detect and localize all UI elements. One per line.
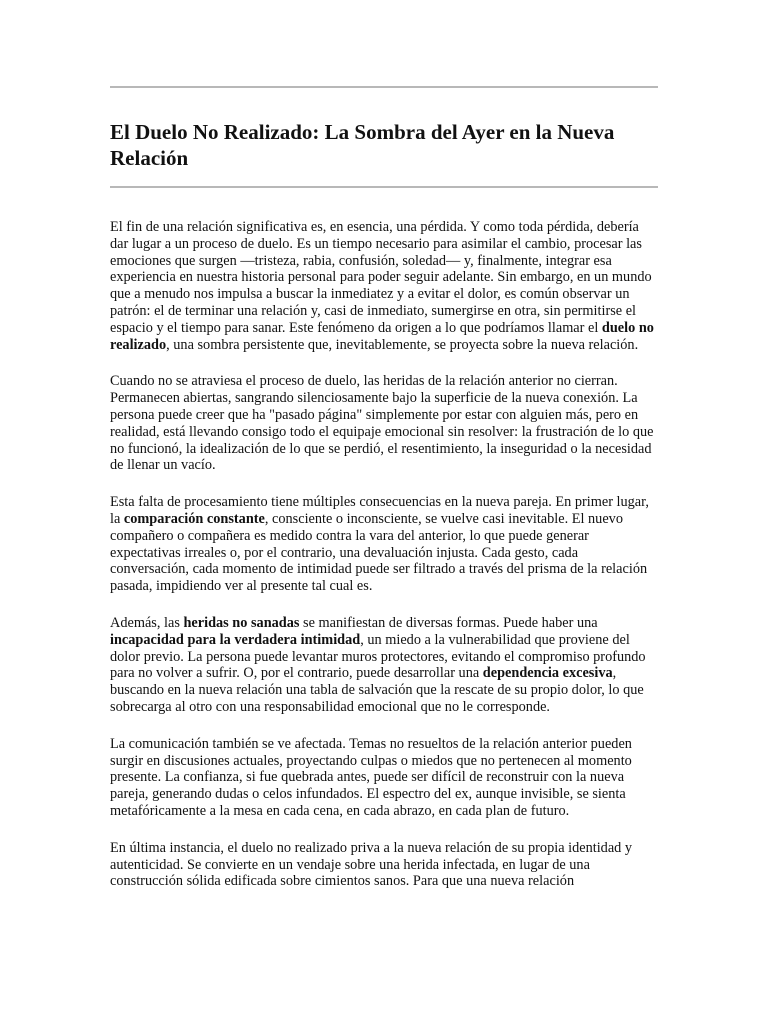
bold-phrase: incapacidad para la verdadera intimidad: [110, 631, 361, 648]
text-run: Cuando no se atraviesa el proceso de duelo, las heridas de la relación anterior no cierran. Permanecen abiertas, sangrando silenciosamente bajo la superficie de la nueva conexión. La persona puede creer que ha "pasado página" simplemente por estar con alguien más, pero en realidad, está llevando consigo todo el equipaje emocional sin resolver: la frustración de lo que no funcionó, la idealización de lo que se perdió, el resentimiento, la inseguridad o la necesidad de llenar un vacío.: [110, 373, 654, 474]
text-run: , una sombra persistente que, inevitablemente, se proyecta sobre la nueva relación.: [166, 336, 639, 353]
article-paragraph: [110, 840, 658, 890]
text-run: En última instancia, el duelo no realizado priva a la nueva relación de su propia identidad y autenticidad. Se convierte en un vendaje sobre una herida infectada, en lugar de una construcción sólida edificada sobre cimientos sanos. Para que una nueva relación: [110, 839, 633, 890]
bold-phrase: dependencia excesiva: [482, 665, 613, 682]
text-run: Además, las: [110, 614, 184, 631]
text-run: La comunicación también se ve afectada. Temas no resueltos de la relación anterior pueden surgir en discusiones actuales, proyectando culpas o miedos que no pertenecen al momento presente. La confianza, si fue quebrada antes, puede ser difícil de reconstruir con la nueva pareja, generando dudas o celos infundados. El espectro del ex, aunque invisible, se sienta metafóricamente a la mesa en cada cena, en cada abrazo, en cada plan de futuro.: [110, 735, 632, 819]
top-divider: [110, 86, 658, 88]
text-run: , un miedo a la vulnerabilidad que proviene del dolor previo. La persona puede levantar muros protectores, evitando el compromiso profundo para no volver a sufrir. O, por el contrario, puede desarrollar una: [110, 631, 646, 682]
text-run: , consciente o inconsciente, se vuelve casi inevitable. El nuevo compañero o compañera es medido contra la vara del anterior, lo que puede generar expectativas irreales o, por el contrario, una devaluación injusta. Cada gesto, cada conversación, cada momento de intimidad puede ser filtrado a través del prisma de la relación pasada, impidiendo ver al presente tal cual es.: [110, 510, 648, 595]
article-paragraph: [110, 736, 658, 820]
article-body: [110, 219, 658, 910]
bold-phrase: duelo no realizado: [110, 319, 654, 353]
bold-phrase: comparación constante: [123, 510, 265, 527]
text-run: El fin de una relación significativa es, en esencia, una pérdida. Y como toda pérdida, debería dar lugar a un proceso de duelo. Es un tiempo necesario para asimilar el cambio, procesar las emociones que surgen —tristeza, rabia, confusión, soledad— y, finalmente, integrar esa experiencia en nuestra historia personal para poder seguir adelante. Sin embargo, en un mundo que a menudo nos impulsa a buscar la inmediatez y a evitar el dolor, es común observar un patrón: el de terminar una relación y, casi de inmediato, sumergirse en otra, sin permitirse el espacio y el tiempo para sanar. Este fenómeno da origen a lo que podríamos llamar el: [110, 219, 652, 336]
text-run: se manifiestan de diversas formas. Puede haber una: [299, 614, 598, 631]
article-paragraph: [110, 373, 658, 474]
title-divider: [110, 186, 658, 188]
article-paragraph: [110, 494, 658, 595]
text-run: , buscando en la nueva relación una tabla de salvación que la rescate de su propio dolor, lo que sobrecarga al otro con una responsabilidad emocional que no le corresponde.: [110, 665, 644, 715]
text-run: Esta falta de procesamiento tiene múltiples consecuencias en la nueva pareja. En primer lugar, la: [110, 494, 649, 527]
article-title: El Duelo No Realizado: La Sombra del Ayer en la Nueva Relación: [110, 120, 615, 170]
article-paragraph: [110, 219, 658, 353]
article-paragraph: [110, 615, 658, 716]
bold-phrase: heridas no sanadas: [183, 614, 300, 631]
